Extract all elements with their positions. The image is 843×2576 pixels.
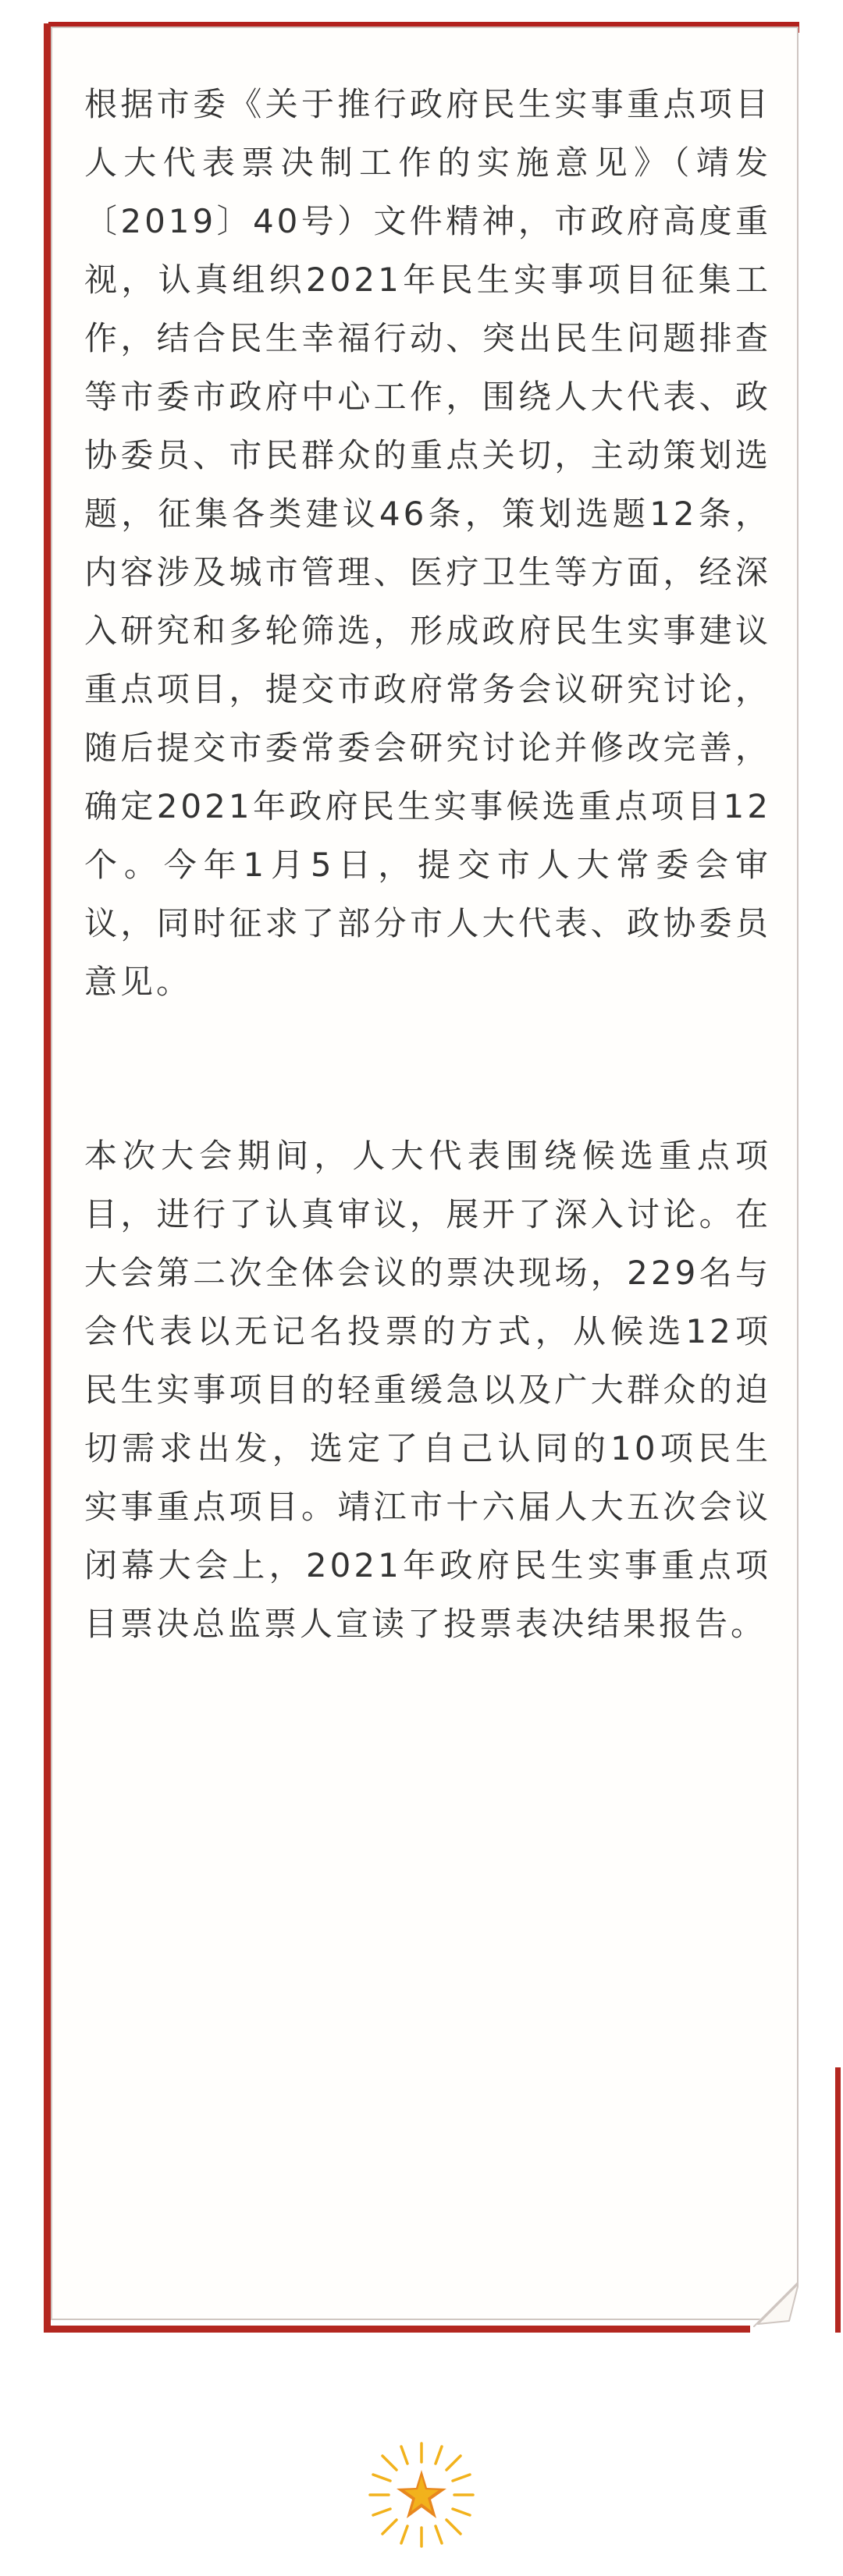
sparkle-star-icon <box>365 2439 478 2551</box>
paragraph-2: 本次大会期间，人大代表围绕候选重点项目，进行了认真审议，展开了深入讨论。在大会第二次全体会议的票决现场，229名与会代表以无记名投票的方式，从候选12项民生实事项目的轻重缓急以及广大群众的迫切需求出发，选定了自己认同的10项民生实事重点项目。靖江市十六届人大五次会议闭幕大会上，2021年政府民生实事重点项目票决总监票人宣读了投票表决结果报告。 <box>84 1137 771 1643</box>
article-body <box>84 75 771 1653</box>
paragraph-1: 根据市委《关于推行政府民生实事重点项目人大代表票决制工作的实施意见》（靖发〔2019〕40号）文件精神，市政府高度重视，认真组织2021年民生实事项目征集工作，结合民生幸福行动、突出民生问题排查等市委市政府中心工作，围绕人大代表、政协委员、市民群众的重点关切，主动策划选题，征集各类建议46条，策划选题12条，内容涉及城市管理、医疗卫生等方面，经深入研究和多轮筛选，形成政府民生实事建议重点项目，提交市政府常务会议研究讨论，随后提交市委常委会研究讨论并修改完善，确定2021年政府民生实事候选重点项目12个。今年1月5日，提交市人大常委会审议，同时征求了部分市人大代表、政协委员意见。 <box>84 85 771 1001</box>
right-red-accent <box>835 2067 841 2333</box>
left-red-border <box>44 23 51 2333</box>
folded-corner-icon <box>753 2282 799 2327</box>
bottom-red-border <box>44 2326 750 2333</box>
